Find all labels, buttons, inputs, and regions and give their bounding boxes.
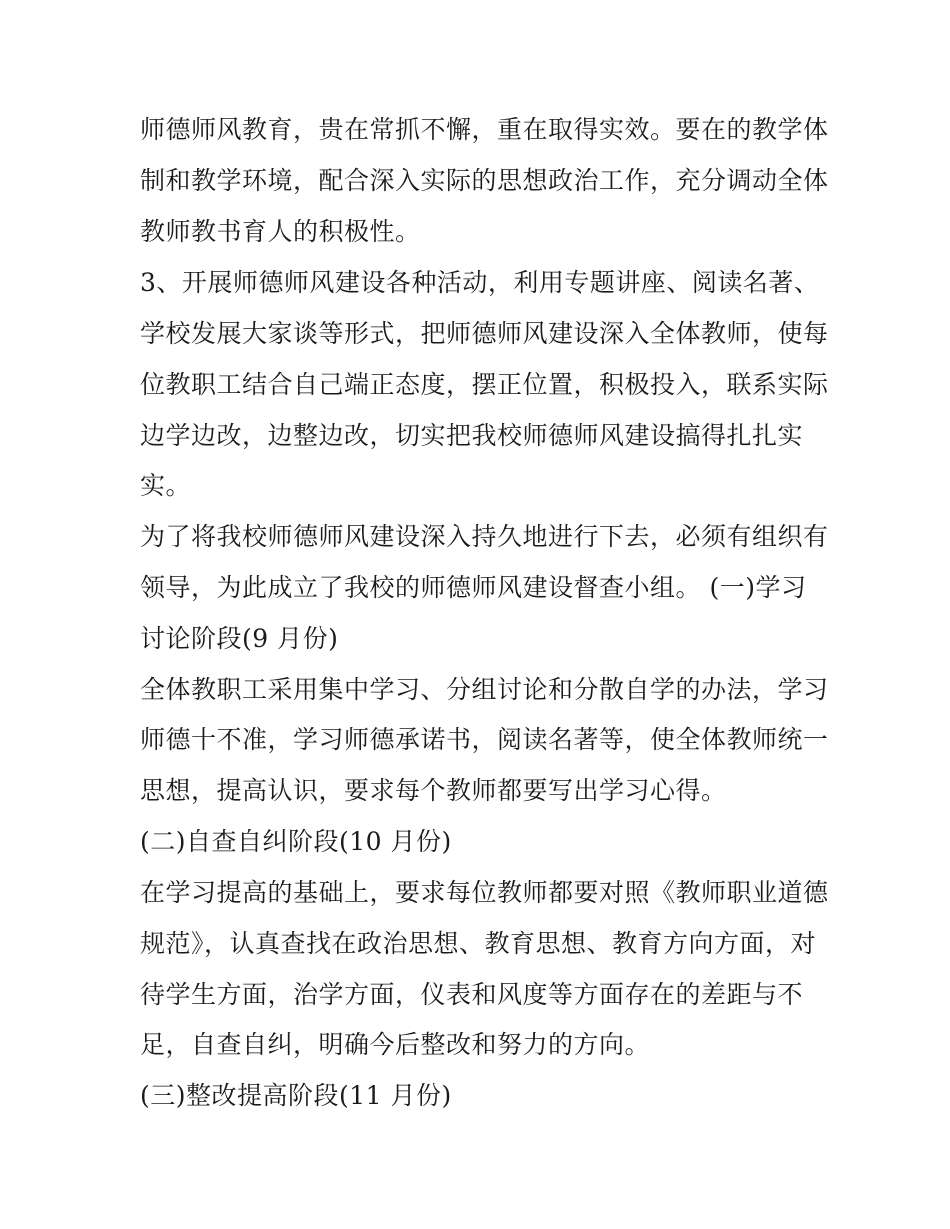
text-line: 讨论阶段(9 月份) <box>140 624 339 653</box>
text-line: 为了将我校师德师风建设深入持久地进行下去，必须有组织有 <box>140 522 829 551</box>
text-line: 边学边改，边整边改，切实把我校师德师风建设搞得扎扎实 <box>140 421 804 450</box>
text-line: (三)整改提高阶段(11 月份) <box>140 1081 452 1110</box>
text-line: 3、开展师德师风建设各种活动，利用专题讲座、阅读名著、 <box>140 268 820 297</box>
text-line: 学校发展大家谈等形式，把师德师风建设深入全体教师，使每 <box>140 319 829 348</box>
text-line: 教师教书育人的积极性。 <box>140 217 421 246</box>
text-line: 规范》，认真查找在政治思想、教育思想、教育方向方面，对 <box>140 929 817 958</box>
text-line: 制和教学环境，配合深入实际的思想政治工作，充分调动全体 <box>140 166 829 195</box>
text-line: 领导，为此成立了我校的师德师风建设督查小组。 (一)学习 <box>140 573 807 602</box>
text-line: 在学习提高的基础上，要求每位教师都要对照《教师职业道德 <box>140 878 829 907</box>
text-line: 全体教职工采用集中学习、分组讨论和分散自学的办法，学习 <box>140 675 829 704</box>
text-line: 师德师风教育，贵在常抓不懈，重在取得实效。要在的教学体 <box>140 115 829 144</box>
text-line: 思想，提高认识，要求每个教师都要写出学习心得。 <box>140 776 727 805</box>
text-line: 待学生方面，治学方面，仪表和风度等方面存在的差距与不 <box>140 980 804 1009</box>
text-line: 足，自查自纠，明确今后整改和努力的方向。 <box>140 1030 651 1059</box>
text-line: 位教职工结合自己端正态度，摆正位置，积极投入，联系实际 <box>140 370 829 399</box>
text-line: 实。 <box>140 471 192 500</box>
text-line: 师德十不准，学习师德承诺书，阅读名著等，使全体教师统一 <box>140 725 829 754</box>
text-line: (二)自查自纠阶段(10 月份) <box>140 827 452 856</box>
